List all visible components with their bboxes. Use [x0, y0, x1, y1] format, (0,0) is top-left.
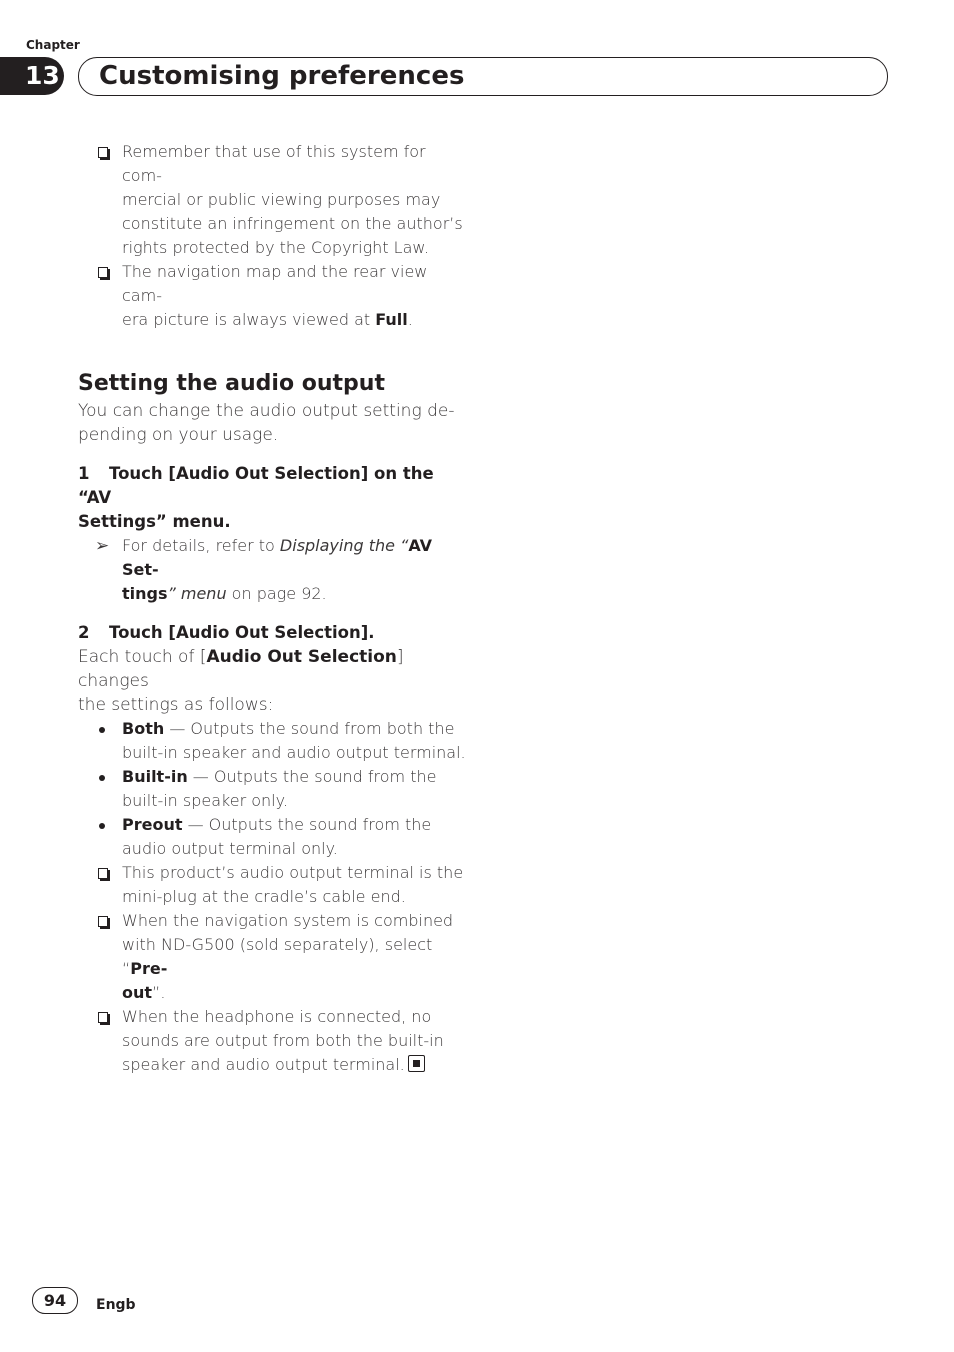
chapter-number-tab: 13	[0, 57, 64, 95]
note-nd-g500: When the navigation system is combined with ND-G500 (sold separately), select “Pre- out”.	[78, 909, 470, 1005]
step-2: 2 Touch [Audio Out Selection].	[78, 623, 375, 642]
step-1: 1 Touch [Audio Out Selection] on the “AV Settings” menu.	[78, 464, 434, 531]
note-line: Remember that use of this system for com-	[122, 142, 426, 185]
option-preout: Preout — Outputs the sound from the audio output terminal only.	[78, 813, 470, 861]
chapter-title: Customising preferences	[99, 61, 465, 91]
bullet-icon	[99, 775, 105, 781]
note-checkbox-icon	[98, 916, 108, 927]
end-of-section-icon	[408, 1055, 425, 1072]
language-code: Engb	[96, 1297, 136, 1313]
section-heading: Setting the audio output	[78, 371, 385, 396]
note-line: rights protected by the Copyright Law.	[122, 238, 430, 257]
step-1-detail: ➢ For details, refer to Displaying the “AV Set- tings” menu on page 92.	[95, 536, 433, 603]
note-terminal: This product’s audio output terminal is the mini-plug at the cradle’s cable end.	[78, 861, 470, 909]
chapter-label: Chapter	[26, 38, 80, 52]
note-checkbox-icon	[98, 1012, 108, 1023]
option-built-in: Built-in — Outputs the sound from the built-in speaker only.	[78, 765, 470, 813]
bullet-icon	[99, 823, 105, 829]
note-checkbox-icon	[98, 147, 108, 158]
note-line: The navigation map and the rear view cam-	[122, 262, 428, 305]
note-line: constitute an infringement on the author’s	[122, 214, 463, 233]
arrow-icon: ➢	[95, 536, 110, 556]
note-line: era picture is always viewed at Full.	[122, 310, 413, 329]
note-copyright	[78, 140, 470, 260]
note-headphone: When the headphone is connected, no sounds are output from both the built-in speaker and audio output terminal.	[78, 1005, 470, 1077]
note-full-view	[78, 260, 470, 332]
main-column	[78, 140, 470, 1077]
step-2-body: Each touch of [Audio Out Selection] changes the settings as follows:	[78, 647, 404, 715]
page-number: 94	[32, 1287, 78, 1314]
bullet-icon	[99, 727, 105, 733]
section-intro: You can change the audio output setting de- pending on your usage.	[78, 401, 455, 445]
chapter-title-box	[78, 57, 888, 96]
note-line: mercial or public viewing purposes may	[122, 190, 441, 209]
note-checkbox-icon	[98, 267, 108, 278]
note-checkbox-icon	[98, 868, 108, 879]
option-both: Both — Outputs the sound from both the built-in speaker and audio output terminal.	[78, 717, 470, 765]
